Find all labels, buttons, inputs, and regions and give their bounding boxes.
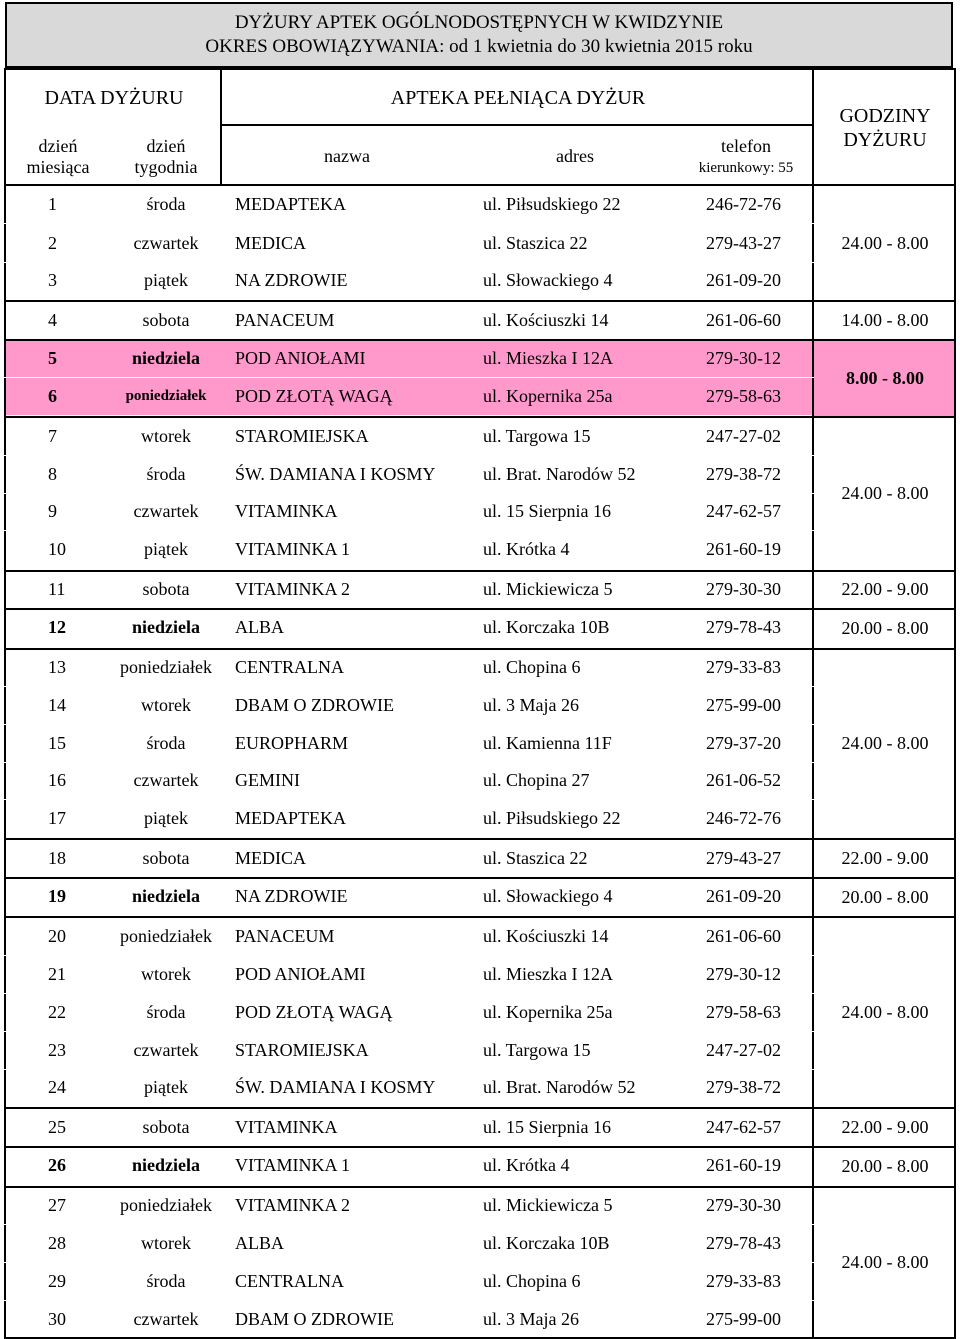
group-boundary-line	[4, 300, 956, 302]
row-day: 11	[48, 579, 66, 599]
row-day: 26	[48, 1155, 66, 1175]
row-address: ul. Kościuszki 14	[483, 310, 609, 330]
row-weekday: poniedziałek	[120, 926, 212, 946]
row-address: ul. Brat. Narodów 52	[483, 1077, 636, 1097]
header-data-dyzuru: DATA DYŻURU	[44, 87, 184, 109]
row-address: ul. Słowackiego 4	[483, 886, 613, 906]
row-phone: 247-27-02	[706, 426, 781, 446]
row-separator	[4, 1262, 814, 1263]
row-day: 20	[48, 926, 66, 946]
row-phone: 279-33-83	[706, 1271, 781, 1291]
row-separator	[4, 762, 814, 763]
hours-value: 20.00 - 8.00	[841, 1156, 929, 1176]
row-pharmacy-name: POD ANIOŁAMI	[235, 348, 366, 368]
row-separator	[4, 993, 814, 994]
row-pharmacy-name: CENTRALNA	[235, 657, 344, 677]
row-pharmacy-name: NA ZDROWIE	[235, 270, 348, 290]
hours-value: 24.00 - 8.00	[841, 1252, 929, 1272]
header-telefon: telefon	[721, 136, 771, 156]
row-weekday: sobota	[142, 310, 190, 330]
row-pharmacy-name: VITAMINKA	[235, 1117, 338, 1137]
row-phone: 261-09-20	[706, 270, 781, 290]
group-boundary-line	[4, 339, 956, 341]
header-godziny-2: DYŻURU	[843, 129, 927, 151]
row-address: ul. Słowackiego 4	[483, 270, 613, 290]
header-nazwa: nazwa	[324, 146, 370, 166]
row-pharmacy-name: ŚW. DAMIANA I KOSMY	[235, 464, 436, 484]
header-dzien-tygodnia-2: tygodnia	[134, 157, 198, 177]
hours-value: 24.00 - 8.00	[841, 232, 929, 253]
row-phone: 247-62-57	[706, 1117, 781, 1137]
row-separator	[4, 1069, 814, 1070]
header-divider-date-apteka	[220, 68, 222, 184]
row-day: 2	[48, 233, 57, 253]
row-separator	[4, 1300, 814, 1301]
row-day: 23	[48, 1040, 66, 1060]
row-day: 29	[48, 1271, 66, 1291]
row-weekday: środa	[146, 733, 186, 753]
row-weekday: wtorek	[141, 695, 191, 715]
row-phone: 279-38-72	[706, 464, 781, 484]
row-day: 15	[48, 733, 66, 753]
hours-value: 24.00 - 8.00	[841, 483, 929, 503]
row-weekday: niedziela	[132, 1155, 200, 1175]
hours-value: 22.00 - 9.00	[841, 579, 929, 599]
row-phone: 279-33-83	[706, 657, 781, 677]
hours-value: 20.00 - 8.00	[841, 886, 929, 907]
row-pharmacy-name: GEMINI	[235, 770, 300, 790]
row-pharmacy-name: PANACEUM	[235, 310, 335, 330]
row-pharmacy-name: ŚW. DAMIANA I KOSMY	[235, 1077, 436, 1097]
row-address: ul. Mieszka I 12A	[483, 348, 613, 368]
group-boundary-line	[4, 608, 956, 610]
row-pharmacy-name: DBAM O ZDROWIE	[235, 1309, 394, 1329]
row-weekday: poniedziałek	[120, 657, 212, 677]
group-boundary-line	[4, 1107, 956, 1109]
row-address: ul. 3 Maja 26	[483, 695, 579, 715]
row-phone: 279-30-30	[706, 1195, 781, 1215]
row-phone: 261-06-52	[706, 770, 781, 790]
row-separator	[4, 530, 814, 531]
row-weekday: piątek	[144, 808, 188, 828]
row-phone: 246-72-76	[706, 194, 781, 214]
row-phone: 247-27-02	[706, 1040, 781, 1060]
group-boundary-line	[4, 838, 956, 840]
row-phone: 246-72-76	[706, 808, 781, 828]
header-apteka: APTEKA PEŁNIĄCA DYŻUR	[390, 87, 646, 109]
row-weekday: czwartek	[133, 233, 199, 253]
header-bottom-border	[4, 184, 816, 186]
row-address: ul. Mieszka I 12A	[483, 964, 613, 984]
header-dzien-tygodnia-1: dzień	[146, 136, 186, 156]
header-kierunkowy: kierunkowy: 55	[698, 160, 794, 176]
row-address: ul. Korczaka 10B	[483, 1233, 610, 1253]
row-weekday: poniedziałek	[120, 1195, 212, 1215]
row-separator	[4, 223, 814, 224]
row-phone: 279-30-12	[706, 964, 781, 984]
row-day: 12	[48, 617, 66, 637]
header-adres: adres	[556, 146, 594, 166]
row-address: ul. Kopernika 25a	[483, 386, 613, 406]
hours-header-bottom	[812, 184, 956, 186]
group-boundary-line	[4, 648, 956, 650]
row-weekday: czwartek	[133, 1309, 199, 1329]
row-weekday: wtorek	[141, 964, 191, 984]
row-separator	[4, 455, 814, 456]
group-boundary-line	[4, 877, 956, 879]
row-pharmacy-name: EUROPHARM	[235, 733, 349, 753]
row-address: ul. Targowa 15	[483, 426, 591, 446]
row-weekday: środa	[146, 1002, 186, 1022]
row-phone: 247-62-57	[706, 501, 781, 521]
row-address: ul. Chopina 27	[483, 770, 590, 790]
row-day: 3	[48, 270, 57, 290]
row-address: ul. Kamienna 11F	[483, 733, 612, 753]
row-pharmacy-name: DBAM O ZDROWIE	[235, 695, 394, 715]
group-boundary-line	[4, 1186, 956, 1188]
row-pharmacy-name: STAROMIEJSKA	[235, 1040, 369, 1060]
row-weekday: sobota	[142, 1117, 190, 1137]
row-phone: 279-78-43	[706, 617, 781, 637]
row-phone: 261-60-19	[706, 539, 781, 559]
row-weekday: piątek	[144, 539, 188, 559]
row-pharmacy-name: VITAMINKA 2	[235, 1195, 351, 1215]
row-separator	[4, 799, 814, 800]
row-weekday: piątek	[144, 270, 188, 290]
row-address: ul. 15 Sierpnia 16	[483, 1117, 611, 1137]
row-separator	[4, 1031, 814, 1032]
row-weekday: czwartek	[133, 770, 199, 790]
row-phone: 279-58-63	[706, 1002, 781, 1022]
row-pharmacy-name: POD ZŁOTĄ WAGĄ	[235, 386, 393, 406]
row-phone: 261-06-60	[706, 926, 781, 946]
row-weekday: czwartek	[133, 1040, 199, 1060]
row-phone: 275-99-00	[706, 1309, 781, 1329]
row-day: 13	[48, 657, 66, 677]
row-address: ul. Mickiewicza 5	[483, 579, 613, 599]
row-day: 22	[48, 1002, 66, 1022]
hours-value: 24.00 - 8.00	[841, 1001, 929, 1022]
group-boundary-line	[4, 1146, 956, 1148]
header-dzien-miesiaca-1: dzień	[38, 136, 78, 156]
row-address: ul. Targowa 15	[483, 1040, 591, 1060]
row-pharmacy-name: VITAMINKA 1	[235, 539, 351, 559]
row-phone: 261-09-20	[706, 886, 781, 906]
row-address: ul. 3 Maja 26	[483, 1309, 579, 1329]
row-address: ul. Krótka 4	[483, 539, 570, 559]
row-pharmacy-name: MEDICA	[235, 848, 306, 868]
row-day: 18	[48, 848, 66, 868]
row-address: ul. Staszica 22	[483, 233, 588, 253]
row-day: 17	[48, 808, 66, 828]
row-address: ul. Krótka 4	[483, 1155, 570, 1175]
row-day: 14	[48, 695, 66, 715]
row-address: ul. Chopina 6	[483, 1271, 581, 1291]
row-day: 24	[48, 1077, 66, 1097]
row-pharmacy-name: POD ZŁOTĄ WAGĄ	[235, 1002, 393, 1022]
row-day: 10	[48, 539, 66, 559]
row-address: ul. 15 Sierpnia 16	[483, 501, 611, 521]
row-address: ul. Kopernika 25a	[483, 1002, 613, 1022]
row-address: ul. Korczaka 10B	[483, 617, 610, 637]
title-line-1: DYŻURY APTEK OGÓLNODOSTĘPNYCH W KWIDZYNIE	[234, 12, 724, 33]
title-line-2: OKRES OBOWIĄZYWANIA: od 1 kwietnia do 30 kwietnia 2015 roku	[205, 36, 753, 57]
row-phone: 279-30-30	[706, 579, 781, 599]
hours-value: 24.00 - 8.00	[841, 733, 929, 753]
row-separator	[4, 1224, 814, 1225]
row-separator	[4, 493, 814, 494]
row-weekday: niedziela	[132, 617, 200, 637]
row-pharmacy-name: POD ANIOŁAMI	[235, 964, 366, 984]
row-phone: 261-06-60	[706, 310, 781, 330]
row-day: 6	[48, 386, 57, 406]
row-day: 28	[48, 1233, 66, 1253]
row-phone: 279-58-63	[706, 386, 781, 406]
row-day: 7	[48, 426, 57, 446]
row-address: ul. Brat. Narodów 52	[483, 464, 636, 484]
row-phone: 279-43-27	[706, 848, 781, 868]
row-separator	[4, 377, 814, 378]
row-day: 4	[48, 310, 57, 330]
hours-value: 20.00 - 8.00	[841, 618, 929, 638]
row-pharmacy-name: MEDAPTEKA	[235, 194, 346, 214]
header-dzien-miesiaca-2: miesiąca	[26, 157, 90, 177]
row-pharmacy-name: CENTRALNA	[235, 1271, 344, 1291]
group-boundary-line	[4, 570, 956, 572]
row-day: 21	[48, 964, 66, 984]
hours-value: 22.00 - 9.00	[841, 1116, 929, 1137]
row-weekday: poniedziałek	[125, 388, 207, 404]
row-day: 1	[48, 194, 57, 214]
row-separator	[4, 262, 814, 263]
row-weekday: środa	[146, 1271, 186, 1291]
row-weekday: środa	[146, 194, 186, 214]
row-day: 8	[48, 464, 57, 484]
row-phone: 279-43-27	[706, 233, 781, 253]
row-address: ul. Mickiewicza 5	[483, 1195, 613, 1215]
row-weekday: środa	[146, 464, 186, 484]
row-pharmacy-name: VITAMINKA 2	[235, 579, 351, 599]
header-subdivider-right	[222, 124, 814, 126]
row-weekday: sobota	[142, 579, 190, 599]
row-address: ul. Staszica 22	[483, 848, 588, 868]
group-boundary-line	[4, 916, 956, 918]
row-pharmacy-name: MEDICA	[235, 233, 306, 253]
row-weekday: wtorek	[141, 426, 191, 446]
row-phone: 279-78-43	[706, 1233, 781, 1253]
row-weekday: sobota	[142, 848, 190, 868]
row-day: 16	[48, 770, 66, 790]
row-address: ul. Piłsudskiego 22	[483, 194, 621, 214]
row-pharmacy-name: STAROMIEJSKA	[235, 426, 369, 446]
row-pharmacy-name: PANACEUM	[235, 926, 335, 946]
row-day: 27	[48, 1195, 66, 1215]
row-phone: 279-30-12	[706, 348, 781, 368]
row-weekday: wtorek	[141, 1233, 191, 1253]
row-weekday: niedziela	[132, 886, 200, 906]
row-phone: 279-38-72	[706, 1077, 781, 1097]
row-separator	[4, 686, 814, 687]
row-day: 25	[48, 1117, 66, 1137]
row-pharmacy-name: NA ZDROWIE	[235, 886, 348, 906]
row-address: ul. Piłsudskiego 22	[483, 808, 621, 828]
row-weekday: piątek	[144, 1077, 188, 1097]
row-day: 9	[48, 501, 57, 521]
row-pharmacy-name: MEDAPTEKA	[235, 808, 346, 828]
row-weekday: niedziela	[132, 348, 200, 368]
header-godziny-1: GODZINY	[839, 105, 931, 127]
row-day: 5	[48, 348, 57, 368]
row-address: ul. Kościuszki 14	[483, 926, 609, 946]
row-pharmacy-name: ALBA	[235, 617, 284, 637]
hours-value: 22.00 - 9.00	[841, 847, 929, 868]
row-separator	[4, 724, 814, 725]
row-weekday: czwartek	[133, 501, 199, 521]
row-phone: 279-37-20	[706, 733, 781, 753]
row-address: ul. Chopina 6	[483, 657, 581, 677]
row-day: 19	[48, 886, 66, 906]
row-pharmacy-name: ALBA	[235, 1233, 284, 1253]
row-phone: 275-99-00	[706, 695, 781, 715]
row-phone: 261-60-19	[706, 1155, 781, 1175]
row-separator	[4, 955, 814, 956]
hours-value: 14.00 - 8.00	[841, 309, 929, 330]
row-pharmacy-name: VITAMINKA	[235, 501, 338, 521]
hours-value: 8.00 - 8.00	[846, 367, 924, 388]
row-day: 30	[48, 1309, 66, 1329]
row-pharmacy-name: VITAMINKA 1	[235, 1155, 351, 1175]
group-boundary-line	[4, 416, 956, 418]
